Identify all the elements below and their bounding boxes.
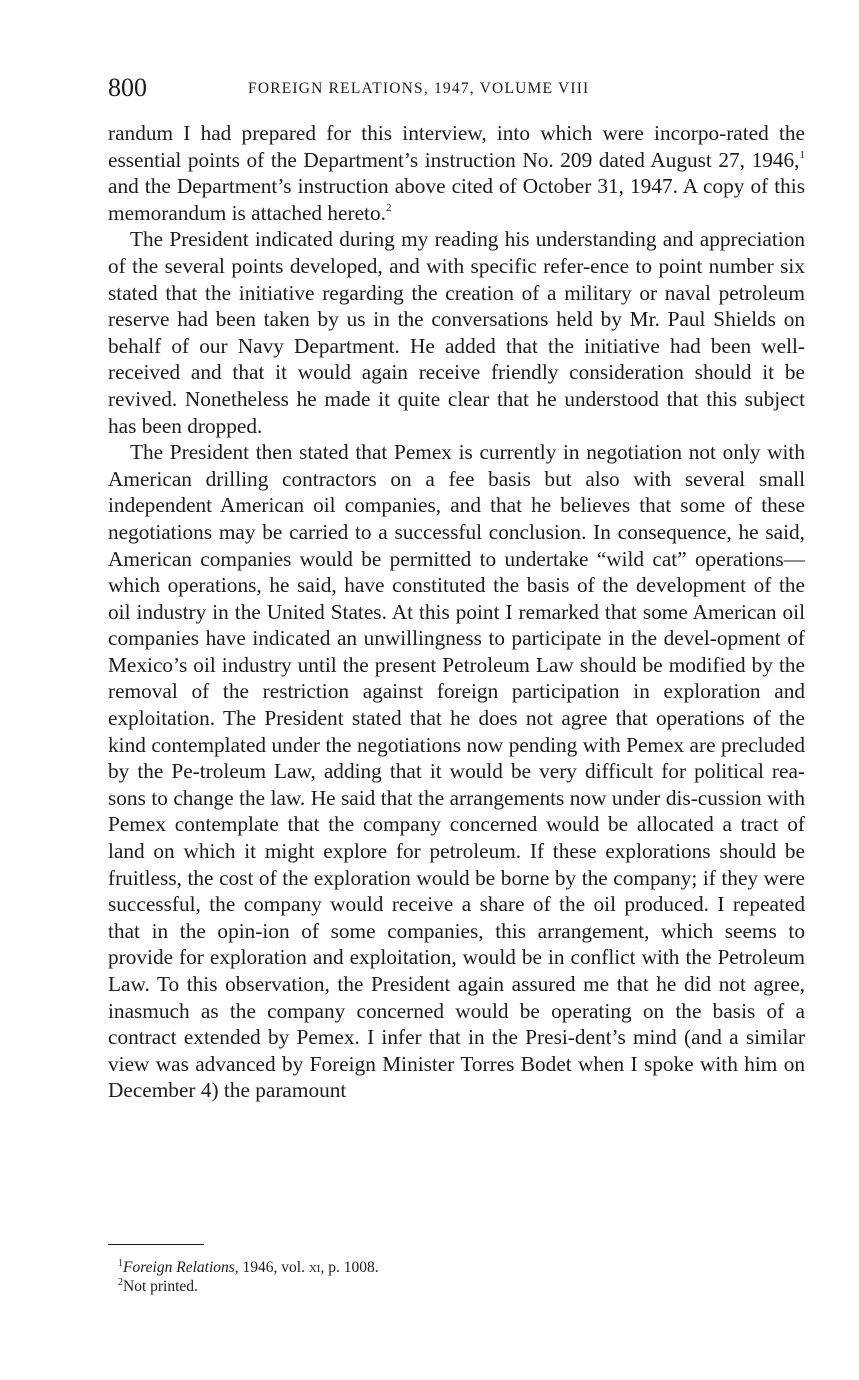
page-number: 800: [108, 73, 147, 102]
paragraph: The President then stated that Pemex is currently in negotiation not only with American drilling contractors on a fee basis but also with several small independent American oil companies, and that he believes that some of these negotiations may be carried to a successful conclusion. In consequence, he said, American companies would be permitted to undertake “wild cat” operations—which operations, he said, have constituted the basis of the development of the oil industry in the United States. At this point I remarked that some American oil companies have indicated an unwillingness to participate in the devel-opment of Mexico’s oil industry until the present Petroleum Law should be modified by the removal of the restriction against foreign participation in exploration and exploitation. The President stated that he does not agree that operations of the kind contemplated under the negotiations now pending with Pemex are precluded by the Pe-troleum Law, adding that it would be very difficult for political rea-sons to change the law. He said that the arrangements now under dis-cussion with Pemex contemplate that the company concerned would be allocated a tract of land on which it might explore for petroleum. If these explorations should be fruitless, the cost of the exploration would be borne by the company; if they were successful, the company would receive a share of the oil produced. I repeated that in the opin-ion of some companies, this arrangement, which seems to provide for exploration and exploitation, would be in conflict with the Petroleum Law. To this observation, the President again assured me that he did not agree, inasmuch as the company concerned would be operating on the basis of a contract extended by Pemex. I infer that in the Presi-dent’s mind (and a similar view was advanced by Foreign Minister Torres Bodet when I spoke with him on December 4) the paramount: [108, 440, 805, 1103]
running-head: FOREIGN RELATIONS, 1947, VOLUME VIII: [248, 80, 590, 97]
paragraph: The President indicated during my reading his understanding and appreciation of the several points developed, and with specific refer-ence to point number six stated that the initiative regarding the creation of a military or naval petroleum reserve had been taken by us in the conversations held by Mr. Paul Shields on behalf of our Navy Department. He added that the initiative had been well-received and that it would again receive friendly consideration should it be revived. Nonetheless he made it quite clear that he understood that this subject has been dropped.: [108, 227, 805, 438]
footnote-text: Not printed.: [123, 1278, 198, 1295]
paragraph-continued: [108, 120, 805, 226]
footnote-ref-2: 2: [385, 201, 392, 214]
paragraph-text: randum I had prepared for this interview, into which were incorpo-rated the essential points of the Department’s instruction No. 209 dated August 27, 1946,: [108, 121, 805, 172]
footnote-text: , p. 1008.: [320, 1259, 379, 1276]
footnote-divider: [108, 1244, 204, 1245]
footnote-marker: 1: [118, 1258, 123, 1269]
footnote-2: [118, 1277, 718, 1296]
footnote-volume: xi: [308, 1259, 321, 1276]
footnote-1: [118, 1258, 718, 1277]
footnotes: [118, 1258, 718, 1296]
body-text: [108, 120, 805, 1104]
paragraph-text: and the Department’s instruction above cited of October 31, 1947. A copy of this memorandum is attached hereto.: [108, 174, 805, 225]
footnote-text: , 1946, vol.: [234, 1259, 309, 1276]
footnote-title: Foreign Relations: [123, 1259, 235, 1276]
footnote-marker: 2: [118, 1277, 123, 1288]
page-header: [108, 72, 808, 104]
footnote-ref-1: 1: [799, 148, 805, 161]
